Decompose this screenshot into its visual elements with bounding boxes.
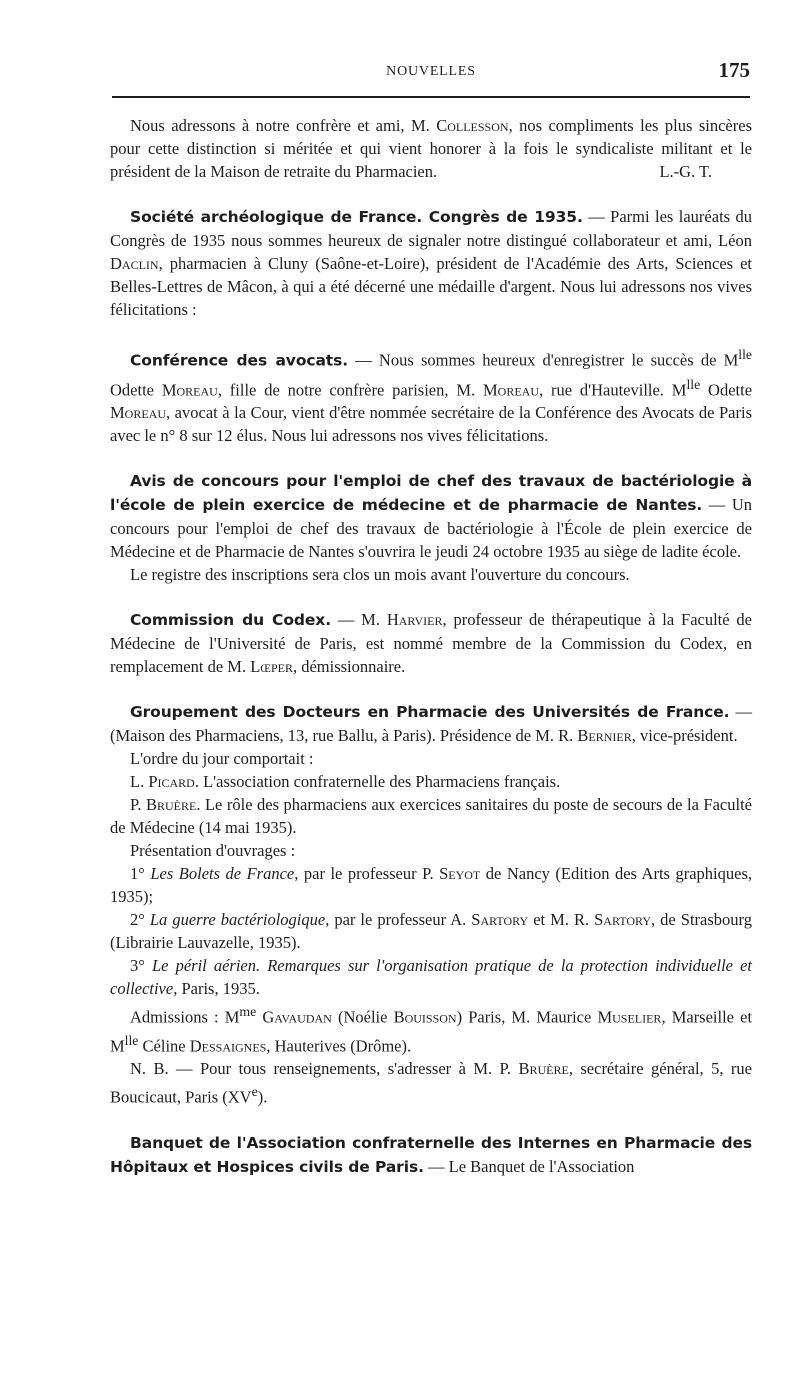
ouvrage-1 [110,862,752,908]
ouvrage-3 [110,954,752,1000]
admissions-text: Admissions : M [130,1007,240,1027]
ouvrage-text: , Paris, 1935. [173,979,260,998]
article-body [110,114,752,1179]
ordre-du-jour: L'ordre du jour comportait : [130,749,314,768]
admissions-text: ) Paris, M. Maurice [456,1007,598,1027]
groupement-paragraph [110,700,752,747]
book-title: La guerre bactériologique [149,910,326,929]
nb-text: ). [257,1087,268,1107]
section-heading: Banquet de l'Association confraternelle des Internes en Pharmacie des Hôpitaux et Hospices civils de Paris. [110,1133,752,1176]
agenda-text: L'association confraternelle des Pharmaciens français. [198,772,561,791]
section-heading: Groupement des Docteurs en Pharmacie des Universités de France. [130,703,730,721]
nota-bene [110,1057,752,1109]
admissions-text: (Noélie [331,1007,394,1027]
person-name: P. Bruère. [130,795,201,814]
societe-text-1: — Parmi les lauréats du Congrès de 1935 nous sommes heureux de signaler notre distingué collaborateur et ami, Léon [110,207,753,250]
person-name: Sartory [594,910,652,929]
section-heading: Conférence des avocats. [130,351,349,370]
avocats-text-1: — Nous sommes heureux d'enregistrer le succès de M [348,350,739,370]
ouvrage-text: , de Strasbourg (Librairie Lauvazelle, 1935). [110,910,752,952]
person-name: Bouisson [393,1007,457,1027]
groupement-text-2: , vice-président. [631,726,738,745]
page-header [112,58,750,88]
societe-text-2: , pharmacien à Cluny (Saône-et-Loire), président de l'Académie des Arts, Sciences et Belles-Lettres de Mâcon, à qui a été décerné une médaille d'argent. Nous lui adressons nos vives félicitations : [110,254,752,319]
person-name: Moreau [482,380,539,399]
person-name: Seyot [439,864,481,883]
person-name: L. Picard. [130,772,199,791]
intro-text-1: Nous adressons à notre confrère et ami, M. [130,116,437,135]
avocats-text-5: Odette [700,380,753,399]
person-name: Bernier [577,726,632,745]
person-name: Moreau [110,403,167,422]
book-title: Le péril aérien. Remarques sur l'organisation pratique de la protection individuelle et collective [110,956,752,998]
ouvrage-text: et M. R. [528,910,595,929]
person-name: Lœper [250,657,293,676]
superscript: lle [738,347,753,362]
section-heading: Commission du Codex. [130,611,331,629]
superscript: e [251,1084,258,1099]
admissions [110,1000,752,1057]
section-heading: Avis de concours pour l'emploi de chef des travaux de bactériologie à l'école de plein exercice de médecine et de pharmacie de Nantes. [110,472,752,514]
avocats-text-6: , avocat à la Cour, vient d'être nommée secrétaire de la Conférence des Avocats de Paris avec le n° 8 sur 12 élus. Nous lui adressons nos vives félicitations. [110,403,752,445]
list-number: 3° [130,956,152,975]
admissions-text: , Hauterives (Drôme). [266,1036,412,1055]
ouvrage-text: , par le professeur A. [325,910,472,929]
intro-text-2: , nos compliments les plus sincères pour cette distinction si méritée et qui vient honorer à la fois le syndicaliste militant et le président de la Maison de retraite du Pharmacien. [110,116,752,181]
ouvrage-text: , par le professeur P. [294,864,440,883]
running-title: NOUVELLES [386,64,476,79]
presentation-ouvrages: Présentation d'ouvrages : [130,841,296,860]
person-name: Collesson [436,116,509,135]
codex-text-3: , démissionnaire. [292,657,406,676]
list-number: 2° [130,910,150,929]
header-rule [112,96,750,98]
superscript: me [239,1004,257,1019]
concours-paragraph-2: Le registre des inscriptions sera clos un mois avant l'ouverture du concours. [130,565,630,584]
nb-text: N. B. — Pour tous renseignements, s'adresser à M. P. [130,1059,519,1078]
intro-paragraph [110,114,752,183]
person-name: Sartory [471,910,529,929]
banquet-paragraph [110,1131,752,1179]
banquet-text-1: — Le Banquet de l'Association [423,1156,635,1176]
societe-paragraph [110,205,752,321]
book-title: Les Bolets de France [150,864,295,883]
section-heading: Société archéologique de France. Congrès de 1935. [130,208,583,226]
agenda-item-picard [110,770,752,793]
concours-paragraph [110,469,752,563]
agenda-text: Le rôle des pharmaciens aux exercices sanitaires du poste de secours de la Faculté de Médecine (14 mai 1935). [110,795,752,837]
person-name: Gavaudan [262,1007,332,1027]
codex-text-1: — M. [330,610,387,629]
superscript: lle [686,376,701,392]
person-name: Bruère [518,1059,569,1078]
person-name: Muselier [597,1007,662,1027]
avocats-text-3: , fille de notre confrère parisien, M. [217,380,483,399]
signature: L.-G. T. [659,162,712,181]
person-name: Moreau [161,380,218,399]
agenda-item-bruere [110,793,752,839]
nb-text: , secrétaire général, 5, rue Boucicaut, Paris (XV [110,1059,752,1107]
page-number: 175 [718,58,750,82]
avocats-text-2: Odette [110,380,162,399]
ouvrage-text: de Nancy (Edition des Arts graphiques, 1935); [110,864,753,906]
codex-paragraph [110,608,752,678]
avocats-text-4: , rue d'Hauteville. M [539,380,687,399]
codex-text-2: , professeur de thérapeutique à la Faculté de Médecine de l'Université de Paris, est nommé membre de la Commission du Codex, en remplacement de M. [110,610,753,676]
person-name: Dessaignes [189,1036,267,1055]
admissions-text: Céline [138,1036,190,1055]
avocats-paragraph [110,343,752,447]
ouvrage-2 [110,908,752,954]
admissions-text: , Marseille et M [110,1007,753,1055]
superscript: lle [124,1032,139,1048]
person-name: Daclin [110,254,159,273]
concours-text-1: — Un concours pour l'emploi de chef des travaux de bactériologie à l'École de plein exercice de Médecine et de Pharmacie de Nantes s'ouvrira le jeudi 24 octobre 1935 au siège de ladite école. [110,495,753,561]
groupement-text-1: — (Maison des Pharmaciens, 13, rue Ballu, à Paris). Présidence de M. R. [110,702,752,745]
person-name: Harvier [386,610,443,629]
list-number: 1° [130,864,151,883]
